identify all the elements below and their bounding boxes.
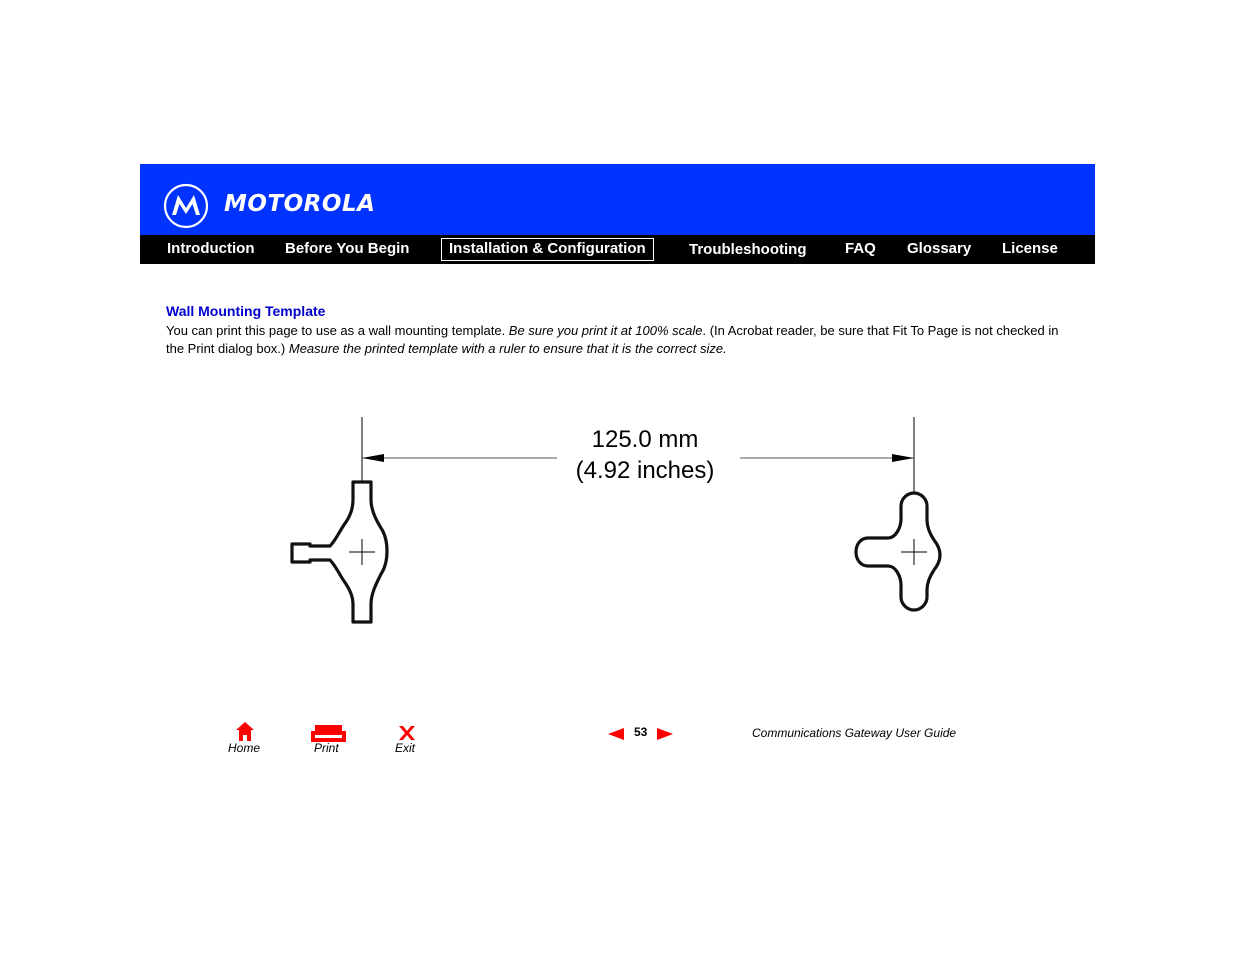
next-page-arrow-icon[interactable] bbox=[656, 728, 674, 740]
nav-introduction[interactable]: Introduction bbox=[167, 240, 255, 257]
nav-before-you-begin[interactable]: Before You Begin bbox=[285, 240, 410, 257]
instruction-text-2: . (In Acrobat reader, be sure that Fit To Page is not checked in the Print dialog box.) bbox=[166, 323, 1059, 356]
home-link[interactable]: Home bbox=[228, 741, 261, 755]
instruction-text-1: You can print this page to use as a wall mounting template. bbox=[166, 323, 509, 338]
brand-name: MOTOROLA bbox=[224, 191, 376, 217]
exit-icon[interactable] bbox=[398, 725, 416, 741]
left-center-crosshair bbox=[349, 539, 375, 565]
exit-link[interactable]: Exit bbox=[395, 741, 416, 755]
left-arrowhead bbox=[362, 454, 384, 462]
nav-faq[interactable]: FAQ bbox=[845, 240, 876, 257]
instruction-emphasis-2: Measure the printed template with a ruler to ensure that it is the correct size. bbox=[288, 340, 727, 356]
page-number: 53 bbox=[634, 725, 648, 739]
nav-license[interactable]: License bbox=[1002, 240, 1058, 257]
right-center-crosshair bbox=[901, 539, 927, 565]
right-keyhole-slot bbox=[856, 493, 940, 610]
nav-installation-configuration[interactable]: Installation & Configuration bbox=[441, 238, 654, 261]
print-link[interactable]: Print bbox=[314, 741, 339, 755]
dimension-inches: (4.92 inches) bbox=[575, 457, 715, 484]
home-icon[interactable] bbox=[235, 721, 255, 742]
nav-troubleshooting[interactable]: Troubleshooting bbox=[689, 241, 807, 258]
instruction-emphasis-1: Be sure you print it at 100% scale bbox=[508, 323, 703, 338]
dimension-mm: 125.0 mm bbox=[591, 426, 699, 453]
guide-title: Communications Gateway User Guide bbox=[752, 726, 957, 740]
dimension-label bbox=[560, 424, 730, 486]
right-arrowhead bbox=[892, 454, 914, 462]
previous-page-arrow-icon[interactable] bbox=[607, 728, 625, 740]
section-title: Wall Mounting Template bbox=[166, 303, 326, 319]
nav-glossary[interactable]: Glossary bbox=[907, 240, 972, 257]
